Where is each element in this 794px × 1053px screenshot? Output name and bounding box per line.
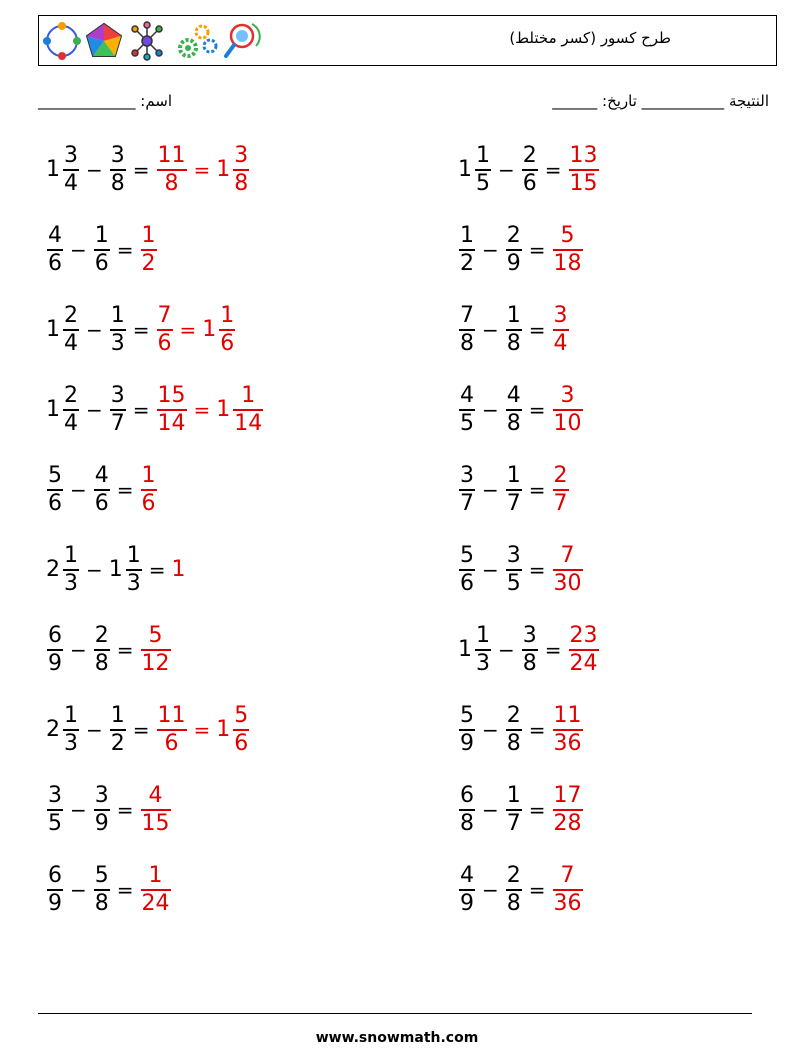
- fraction: [233, 703, 249, 757]
- numerator: 2: [553, 463, 568, 489]
- fraction: [47, 463, 63, 517]
- fraction: [459, 703, 475, 757]
- denominator: 4: [64, 170, 78, 196]
- equals-sign: =: [528, 878, 546, 902]
- header-icon-strip: [42, 20, 262, 62]
- denominator: 9: [506, 250, 521, 276]
- denominator: 30: [553, 570, 582, 596]
- numerator: 3: [48, 783, 62, 809]
- minus-sign: −: [70, 238, 87, 262]
- denominator: 8: [110, 170, 125, 196]
- fraction: [110, 303, 126, 357]
- numerator: 5: [460, 703, 474, 729]
- numerator: 1: [476, 143, 490, 169]
- numerator: 1: [64, 543, 78, 569]
- denominator: 15: [569, 170, 598, 196]
- denominator: 5: [48, 810, 62, 836]
- equals-sign: =: [148, 558, 166, 582]
- minus-sign: −: [482, 398, 499, 422]
- denominator: 7: [460, 490, 474, 516]
- problem-item: [46, 380, 264, 440]
- equals-sign: =: [528, 238, 546, 262]
- numerator: 17: [553, 783, 582, 809]
- header-icons: [42, 20, 262, 62]
- fraction: [141, 863, 171, 917]
- denominator: 6: [157, 330, 172, 356]
- whole-number: 1: [216, 157, 231, 182]
- denominator: 2: [110, 730, 125, 756]
- numerator: 2: [94, 623, 109, 649]
- denominator: 2: [460, 250, 474, 276]
- denominator: 8: [506, 730, 521, 756]
- whole-number: 2: [46, 717, 60, 742]
- denominator: 4: [553, 330, 568, 356]
- fraction: [110, 383, 126, 437]
- minus-sign: −: [86, 718, 103, 742]
- fraction: [459, 863, 475, 917]
- denominator: 7: [506, 490, 521, 516]
- denominator: 9: [460, 890, 474, 916]
- denominator: 8: [460, 810, 474, 836]
- fraction: [63, 383, 79, 437]
- denominator: 5: [476, 170, 490, 196]
- denominator: 18: [553, 250, 582, 276]
- fraction: [233, 143, 249, 197]
- fraction: [459, 223, 475, 277]
- numerator: 1: [64, 703, 78, 729]
- denominator: 7: [110, 410, 125, 436]
- numerator: 11: [157, 703, 186, 729]
- problem-item: [458, 300, 570, 360]
- denominator: 9: [460, 730, 474, 756]
- denominator: 6: [460, 570, 474, 596]
- whole-number: 1: [458, 157, 472, 182]
- equals-sign: =: [528, 478, 546, 502]
- equals-sign: =: [528, 558, 546, 582]
- equals-sign: =: [132, 318, 150, 342]
- minus-sign: −: [482, 558, 499, 582]
- fraction: [157, 303, 173, 357]
- numerator: 7: [560, 543, 575, 569]
- denominator: 4: [64, 330, 78, 356]
- numerator: 13: [569, 143, 598, 169]
- whole-number: 1: [458, 637, 472, 662]
- equals-sign: =: [116, 478, 134, 502]
- minus-sign: −: [482, 798, 499, 822]
- name-field: اسم: _____________: [38, 92, 173, 110]
- equals-sign: =: [193, 398, 211, 422]
- problem-item: [458, 460, 570, 520]
- fraction: [459, 383, 475, 437]
- equals-sign: =: [132, 718, 150, 742]
- whole-number: 1: [46, 317, 60, 342]
- problem-item: [458, 620, 600, 680]
- numerator: 2: [64, 383, 78, 409]
- equals-sign: =: [528, 718, 546, 742]
- numerator: 5: [48, 463, 62, 489]
- whole-number: 1: [202, 317, 217, 342]
- whole-number: 1: [46, 157, 60, 182]
- fraction: [553, 383, 583, 437]
- fraction: [459, 463, 475, 517]
- denominator: 24: [141, 890, 170, 916]
- denominator: 9: [48, 890, 62, 916]
- problem-item: [458, 700, 584, 760]
- denominator: 3: [110, 330, 125, 356]
- numerator: 4: [148, 783, 163, 809]
- fraction: [506, 223, 522, 277]
- equals-sign: =: [528, 798, 546, 822]
- denominator: 8: [94, 890, 109, 916]
- fraction: [506, 463, 522, 517]
- numerator: 1: [220, 303, 235, 329]
- denominator: 8: [506, 330, 521, 356]
- fraction: [47, 783, 63, 837]
- fraction: [475, 143, 491, 197]
- pentagon-chart-icon: [87, 24, 121, 56]
- fraction: [141, 463, 157, 517]
- fraction: [553, 223, 583, 277]
- fraction: [506, 543, 522, 597]
- numerator: 1: [241, 383, 256, 409]
- fraction: [110, 703, 126, 757]
- fraction: [94, 783, 110, 837]
- fraction: [459, 783, 475, 837]
- fraction: [94, 463, 110, 517]
- problem-item: [458, 140, 600, 200]
- problem-item: [46, 300, 236, 360]
- problem-item: [458, 540, 584, 600]
- numerator: 3: [460, 463, 474, 489]
- equals-sign: =: [528, 398, 546, 422]
- equals-sign: =: [132, 398, 150, 422]
- numerator: 7: [560, 863, 575, 889]
- numerator: 15: [157, 383, 186, 409]
- fraction: [141, 623, 171, 677]
- fraction: [459, 543, 475, 597]
- denominator: 14: [157, 410, 186, 436]
- denominator: 3: [64, 570, 78, 596]
- minus-sign: −: [86, 158, 103, 182]
- fraction: [47, 223, 63, 277]
- whole-number: 1: [108, 557, 123, 582]
- whole-number: 1: [46, 397, 60, 422]
- numerator: 6: [48, 863, 62, 889]
- numerator: 3: [64, 143, 78, 169]
- numerator: 1: [476, 623, 490, 649]
- equals-sign: =: [116, 878, 134, 902]
- problem-item: [46, 220, 158, 280]
- minus-sign: −: [482, 478, 499, 502]
- denominator: 3: [126, 570, 141, 596]
- fraction: [126, 543, 142, 597]
- numerator: 1: [506, 783, 521, 809]
- minus-sign: −: [498, 158, 515, 182]
- numerator: 5: [234, 703, 249, 729]
- denominator: 6: [141, 490, 156, 516]
- denominator: 7: [506, 810, 521, 836]
- denominator: 8: [164, 170, 179, 196]
- fraction: [63, 703, 79, 757]
- equals-sign: =: [544, 158, 562, 182]
- fraction: [219, 303, 235, 357]
- fraction: [110, 143, 126, 197]
- fraction: [63, 143, 79, 197]
- fraction: [553, 543, 583, 597]
- magnifier-globe-icon: [226, 24, 260, 56]
- denominator: 12: [141, 650, 170, 676]
- minus-sign: −: [482, 718, 499, 742]
- numerator: 3: [522, 623, 537, 649]
- denominator: 28: [553, 810, 582, 836]
- problem-item: [46, 460, 158, 520]
- numerator: 2: [522, 143, 537, 169]
- numerator: 11: [157, 143, 186, 169]
- fraction: [522, 143, 538, 197]
- denominator: 6: [220, 330, 235, 356]
- numerator: 6: [48, 623, 62, 649]
- denominator: 6: [94, 490, 109, 516]
- worksheet-title: طرح كسور (كسر مختلط): [509, 29, 671, 47]
- denominator: 3: [64, 730, 78, 756]
- fraction: [553, 783, 583, 837]
- fraction: [94, 863, 110, 917]
- minus-sign: −: [498, 638, 515, 662]
- denominator: 36: [553, 890, 582, 916]
- numerator: 7: [460, 303, 474, 329]
- numerator: 6: [460, 783, 474, 809]
- denominator: 5: [506, 570, 521, 596]
- numerator: 3: [553, 303, 568, 329]
- numerator: 1: [460, 223, 474, 249]
- fraction: [47, 623, 63, 677]
- denominator: 6: [234, 730, 249, 756]
- numerator: 1: [148, 863, 163, 889]
- denominator: 6: [94, 250, 109, 276]
- whole-number: 1: [216, 717, 231, 742]
- numerator: 4: [506, 383, 521, 409]
- equals-sign: =: [116, 238, 134, 262]
- denominator: 8: [234, 170, 249, 196]
- denominator: 9: [94, 810, 109, 836]
- equals-sign: =: [116, 638, 134, 662]
- fraction: [47, 863, 63, 917]
- numerator: 2: [506, 223, 521, 249]
- numerator: 5: [148, 623, 163, 649]
- denominator: 8: [94, 650, 109, 676]
- denominator: 8: [506, 410, 521, 436]
- numerator: 4: [48, 223, 62, 249]
- minus-sign: −: [70, 798, 87, 822]
- minus-sign: −: [86, 318, 103, 342]
- problem-item: [46, 780, 172, 840]
- numerator: 3: [110, 143, 125, 169]
- numerator: 5: [94, 863, 109, 889]
- numerator: 3: [234, 143, 249, 169]
- fraction: [233, 383, 263, 437]
- numerator: 1: [141, 463, 156, 489]
- minus-sign: −: [70, 638, 87, 662]
- fraction: [141, 783, 171, 837]
- numerator: 3: [506, 543, 521, 569]
- score-date-field: النتيجة ___________ تاريخ: ______: [552, 92, 769, 110]
- equals-sign: =: [528, 318, 546, 342]
- numerator: 1: [94, 223, 109, 249]
- fraction: [553, 463, 569, 517]
- numerator: 1: [110, 303, 125, 329]
- denominator: 8: [506, 890, 521, 916]
- numerator: 1: [110, 703, 125, 729]
- minus-sign: −: [86, 398, 103, 422]
- equals-sign: =: [544, 638, 562, 662]
- fraction: [553, 863, 583, 917]
- fraction: [553, 303, 569, 357]
- numerator: 4: [94, 463, 109, 489]
- minus-sign: −: [70, 878, 87, 902]
- denominator: 36: [553, 730, 582, 756]
- numerator: 1: [506, 303, 521, 329]
- fraction: [553, 703, 583, 757]
- equals-sign: =: [132, 158, 150, 182]
- numerator: 5: [460, 543, 474, 569]
- problem-item: [46, 140, 250, 200]
- problem-item: [458, 380, 584, 440]
- numerator: 1: [506, 463, 521, 489]
- fraction: [569, 623, 599, 677]
- denominator: 4: [64, 410, 78, 436]
- denominator: 5: [460, 410, 474, 436]
- denominator: 10: [553, 410, 582, 436]
- fraction: [94, 223, 110, 277]
- fraction: [475, 623, 491, 677]
- numerator: 2: [64, 303, 78, 329]
- people-cycle-icon: [43, 22, 81, 60]
- denominator: 8: [460, 330, 474, 356]
- denominator: 6: [48, 490, 62, 516]
- numerator: 7: [157, 303, 172, 329]
- equals-sign: =: [193, 718, 211, 742]
- fraction: [94, 623, 110, 677]
- denominator: 2: [141, 250, 156, 276]
- denominator: 9: [48, 650, 62, 676]
- fraction: [157, 383, 187, 437]
- fraction: [506, 703, 522, 757]
- denominator: 6: [164, 730, 179, 756]
- fraction: [506, 303, 522, 357]
- problem-item: [458, 860, 584, 920]
- denominator: 6: [48, 250, 62, 276]
- equals-sign: =: [179, 318, 197, 342]
- fraction: [506, 383, 522, 437]
- denominator: 8: [522, 650, 537, 676]
- numerator: 3: [94, 783, 109, 809]
- problem-item: [458, 220, 584, 280]
- problem-item: [458, 780, 584, 840]
- whole-number: 2: [46, 557, 60, 582]
- denominator: 6: [522, 170, 537, 196]
- header-box: [38, 15, 777, 66]
- numerator: 4: [460, 863, 474, 889]
- numerator: 2: [506, 863, 521, 889]
- fraction: [141, 223, 157, 277]
- denominator: 3: [476, 650, 490, 676]
- denominator: 15: [141, 810, 170, 836]
- fraction: [506, 863, 522, 917]
- minus-sign: −: [482, 318, 499, 342]
- fraction: [506, 783, 522, 837]
- fraction: [157, 143, 187, 197]
- problem-item: [46, 860, 172, 920]
- numerator: 4: [460, 383, 474, 409]
- equals-sign: =: [116, 798, 134, 822]
- fraction: [63, 543, 79, 597]
- problem-item: [46, 700, 250, 760]
- numerator: 5: [560, 223, 575, 249]
- gears-icon: [180, 26, 216, 56]
- problem-item: [46, 620, 172, 680]
- fraction: [157, 703, 187, 757]
- fraction: [459, 303, 475, 357]
- denominator: 7: [553, 490, 568, 516]
- network-icon: [132, 22, 162, 60]
- minus-sign: −: [86, 558, 103, 582]
- footer-divider: [38, 1013, 752, 1014]
- whole-number: 1: [216, 397, 231, 422]
- footer-url: www.snowmath.com: [315, 1030, 479, 1046]
- numerator: 3: [110, 383, 125, 409]
- equals-sign: =: [193, 158, 211, 182]
- fraction: [63, 303, 79, 357]
- denominator: 14: [234, 410, 263, 436]
- problem-item: [46, 540, 188, 600]
- numerator: 3: [560, 383, 575, 409]
- fraction: [569, 143, 599, 197]
- minus-sign: −: [482, 878, 499, 902]
- fraction: [522, 623, 538, 677]
- whole-number: 1: [171, 557, 186, 582]
- denominator: 24: [569, 650, 598, 676]
- minus-sign: −: [70, 478, 87, 502]
- minus-sign: −: [482, 238, 499, 262]
- numerator: 23: [569, 623, 598, 649]
- numerator: 2: [506, 703, 521, 729]
- numerator: 1: [141, 223, 156, 249]
- numerator: 1: [126, 543, 141, 569]
- numerator: 11: [553, 703, 582, 729]
